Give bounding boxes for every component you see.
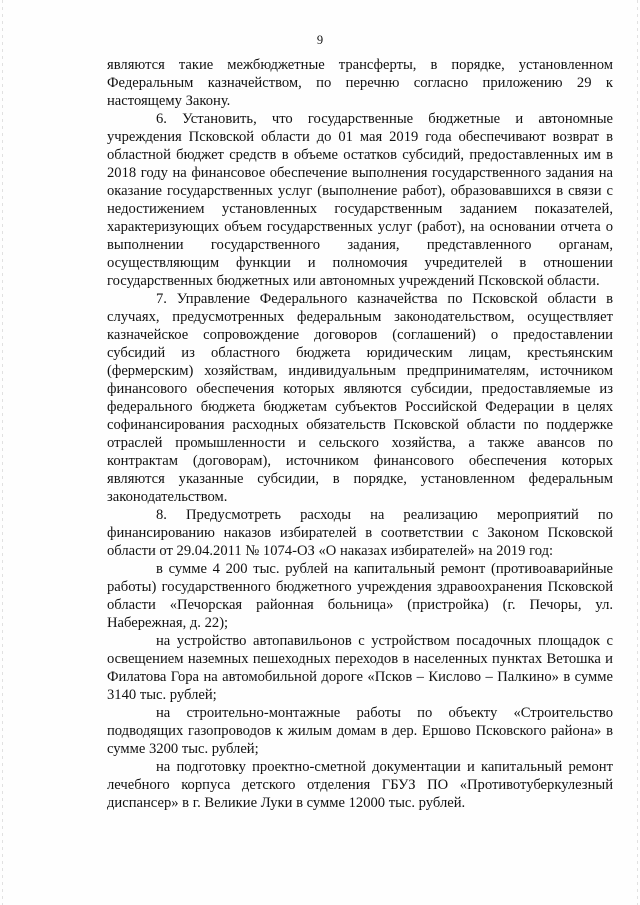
paragraph-subitem-hospital: в сумме 4 200 тыс. рублей на капитальный ремонт (противоаварийные работы) государственного бюджетного учреждения здравоохранения Псковской области «Печорская районная больница» (пристройка) (г. Печоры, ул. Набережная, д. 22);	[107, 561, 613, 631]
page-number: 9	[316, 33, 324, 47]
paragraph-item-8: 8. Предусмотреть расходы на реализацию мероприятий по финансированию наказов избирателей в соответствии с Законом Псковской области от 29.04.2011 № 1074-ОЗ «О наказах избирателей» на 2019 год:	[107, 507, 613, 559]
paragraph-item-6: 6. Установить, что государственные бюджетные и автономные учреждения Псковской области до 01 мая 2019 года обеспечивают возврат в областной бюджет средств в объеме остатков субсидий, предоставленных им в 2018 году на финансовое обеспечение выполнения государственного задания на оказание государственных услуг (выполнение работ), образовавшихся в связи с недостижением установленных государственным заданием показателей, характеризующих объем государственных услуг (работ), на основании отчета о выполнении государственного задания, представленного органам, осуществляющим функции и полномочия учредителей в отношении государственных бюджетных или автономных учреждений Псковской области.	[107, 111, 613, 289]
paragraph-subitem-dispensary: на подготовку проектно-сметной документации и капитальный ремонт лечебного корпуса детского отделения ГБУЗ ПО «Противотуберкулезный диспансер» в г. Великие Луки в сумме 12000 тыс. рублей.	[107, 759, 613, 811]
document-body	[107, 56, 613, 812]
paragraph-item-7: 7. Управление Федерального казначейства по Псковской области в случаях, предусмотренных федеральным законодательством, осуществляет казначейское сопровождение договоров (соглашений) о предоставлении субсидий из областного бюджета юридическим лицам, крестьянским (фермерским) хозяйствам, индивидуальным предпринимателям, источником финансового обеспечения которых являются субсидии, предоставляемые из федерального бюджета бюджетам субъектов Российской Федерации в целях софинансирования расходных обязательств Псковской области по поддержке отраслей промышленности и сельского хозяйства, а также авансов по контрактам (договорам), источником финансового обеспечения которых являются указанные субсидии, в порядке, установленном федеральным законодательством.	[107, 291, 613, 505]
scan-edge-right	[637, 0, 638, 905]
paragraph-subitem-gas-pipelines: на строительно-монтажные работы по объекту «Строительство подводящих газопроводов к жилым домам в дер. Ершово Псковского района» в сумме 3200 тыс. рублей;	[107, 705, 613, 757]
paragraph-continuation: являются такие межбюджетные трансферты, в порядке, установленном Федеральным казначейством, по перечню согласно приложению 29 к настоящему Закону.	[107, 57, 613, 109]
scan-edge-left	[2, 0, 3, 905]
paragraph-subitem-bus-pavilions: на устройство автопавильонов с устройством посадочных площадок с освещением наземных пешеходных переходов в населенных пунктах Ветошка и Филатова Гора на автомобильной дороге «Псков – Кислово – Палкино» в сумме 3140 тыс. рублей;	[107, 633, 613, 703]
